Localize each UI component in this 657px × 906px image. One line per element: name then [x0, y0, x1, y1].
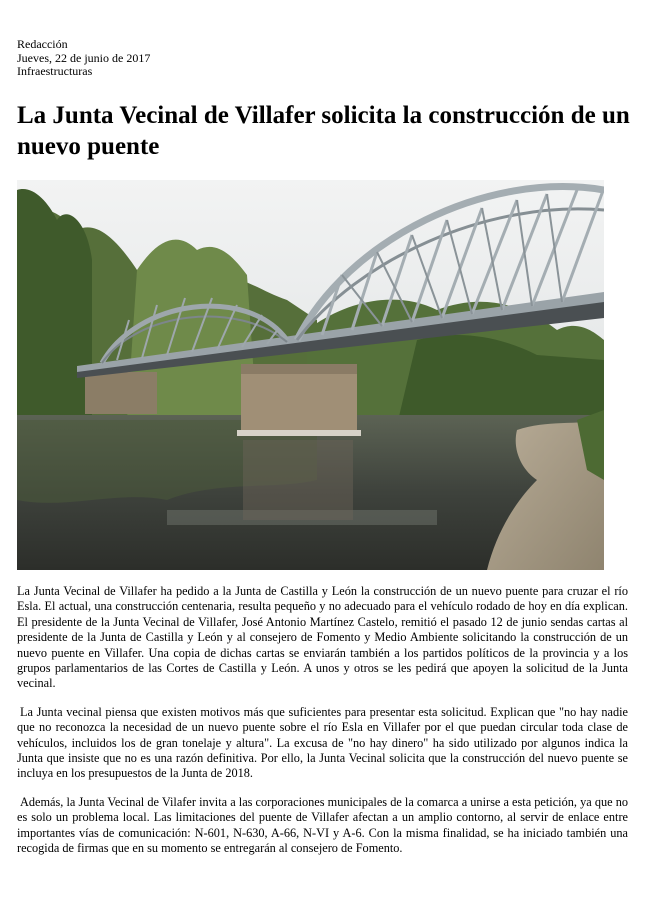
author: Redacción	[17, 37, 68, 51]
paragraph-3: Además, la Junta Vecinal de Vilafer invita a las corporaciones municipales de la comarca a unirse a esta petición, ya que no es solo un problema local. Las limitaciones del puente de Villafer afectan a un amplio contorno, al servir de enlace entre importantes vías de comunicación: N-601, N-630, A-66, N-VI y A-6. Con la misma finalidad, se ha iniciado también una recogida de firmas que en su momento se entregarán al consejero de Fomento.	[17, 794, 628, 856]
article-body	[17, 584, 628, 870]
publish-date: Jueves, 22 de junio de 2017	[17, 50, 151, 65]
page-title: La Junta Vecinal de Villafer solicita la construcción de un nuevo puente	[17, 102, 630, 160]
paragraph-2: La Junta vecinal piensa que existen motivos más que suficientes para presentar esta solicitud. Explican que "no hay nadie que no reconozca la necesidad de un nuevo puente sobre el río Esla en Villafer por el que puedan circular toda clase de vehículos, incluidos los de gran tonelaje y altura". La excusa de "no hay dinero" ha sido utilizado por algunos indica la Junta que insiste que no es una razón definitiva. Por ello, la Junta Vecinal solicita que la construcción del nuevo puente se incluya en los presupuestos de la Junta de 2018.	[17, 704, 628, 781]
section-link[interactable]: Infraestructuras	[17, 64, 93, 78]
paragraph-1: La Junta Vecinal de Villafer ha pedido a la Junta de Castilla y León la construcción de un nuevo puente para cruzar el río Esla. El actual, una construcción centenaria, resulta pequeño y no adecuado para el vehículo rodado de hoy en día explican. El presidente de la Junta Vecinal de Villafer, José Antonio Martínez Castelo, remitió el pasado 12 de junio sendas cartas al presidente de la Junta de Castilla y León y al consejero de Fomento y Medio Ambiente solicitando la construcción de un nuevo puente en Villafer. Una copia de dichas cartas se enviarán también a los partidos políticos de la provincia y a los grupos parlamentarios de las Cortes de Castilla y León. A unos y otros se les pedirá que apoyen la solicitud de la Junta vecinal.	[17, 584, 628, 691]
article-meta	[17, 38, 150, 79]
bridge-photo	[17, 180, 604, 570]
